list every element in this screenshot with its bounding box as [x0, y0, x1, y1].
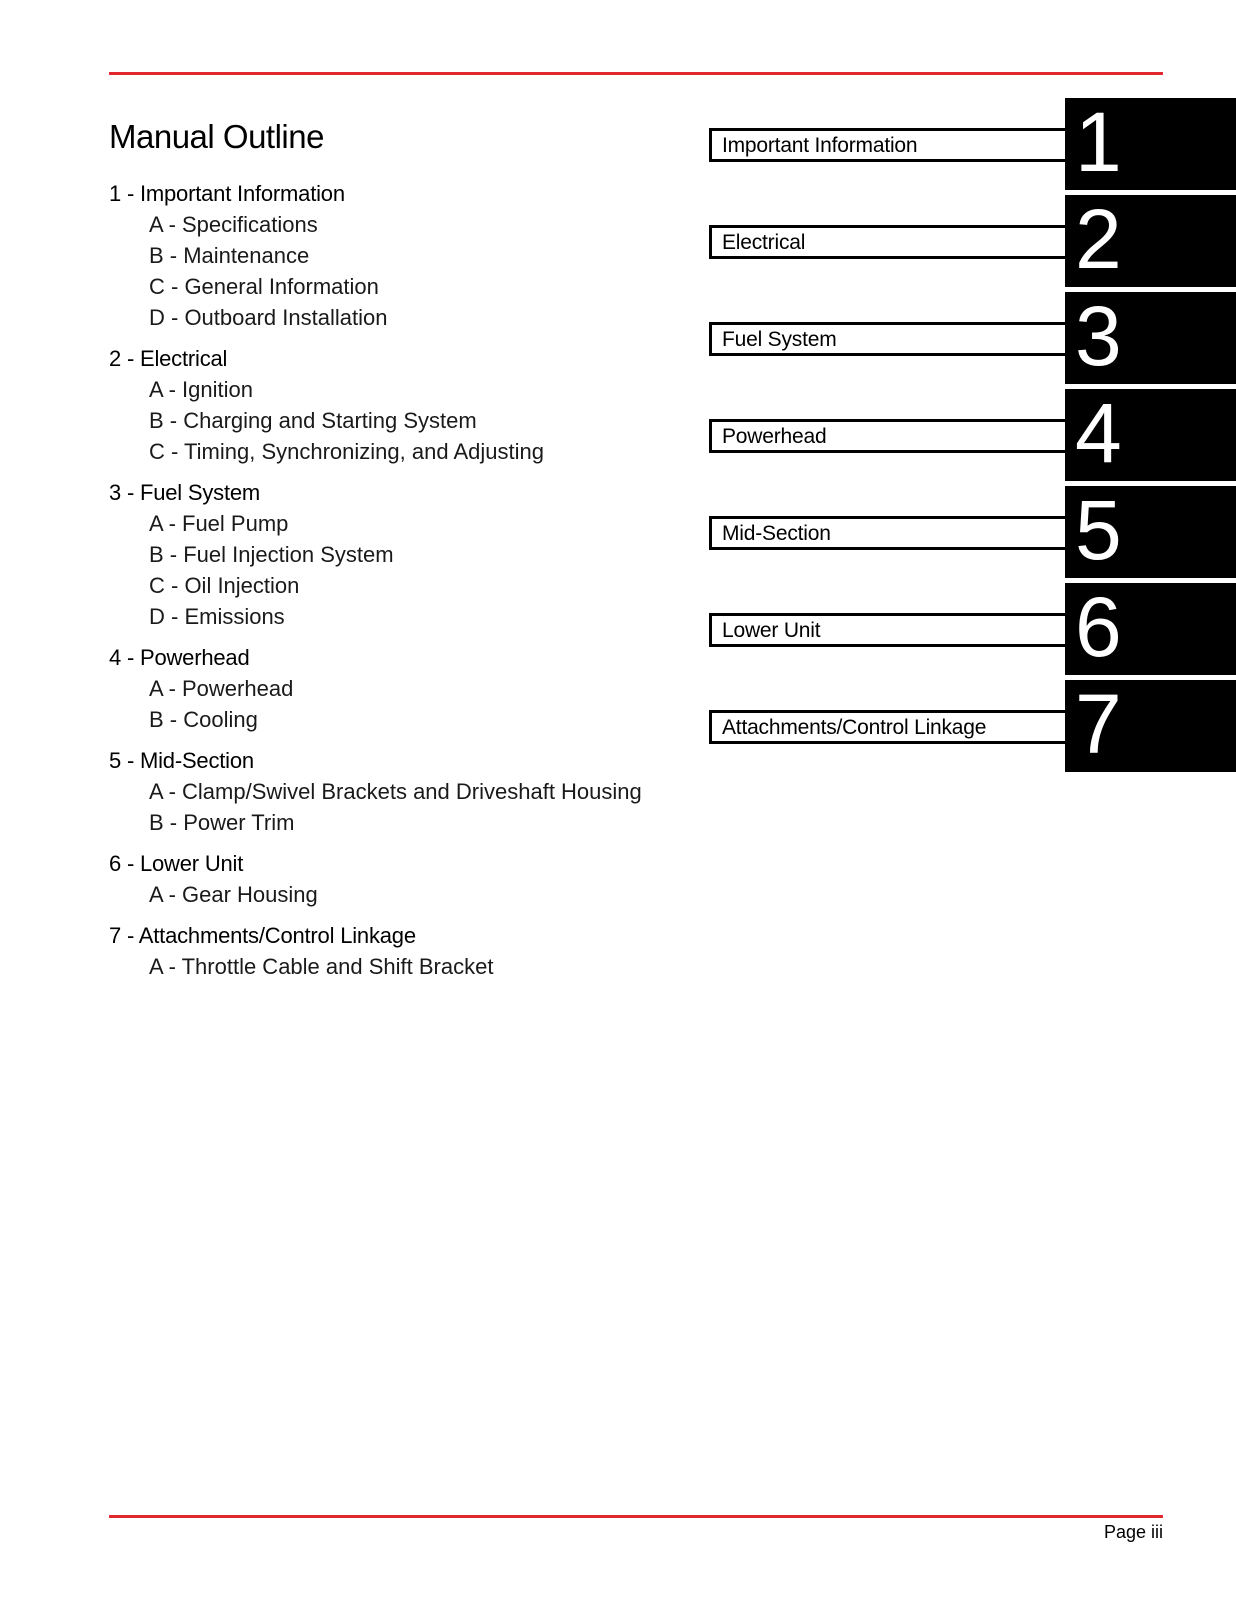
- outline-section-3: [109, 477, 689, 632]
- outline-section-5: [109, 745, 689, 838]
- tab-label: Mid-Section: [722, 522, 831, 545]
- tab-number: 7: [1075, 677, 1122, 771]
- section-heading[interactable]: 5 - Mid-Section: [109, 748, 254, 773]
- section-heading[interactable]: 7 - Attachments/Control Linkage: [109, 923, 416, 948]
- tab-number-block[interactable]: [1065, 483, 1236, 578]
- subsection-item[interactable]: D - Emissions: [149, 604, 285, 629]
- tab-electrical[interactable]: [709, 225, 1067, 259]
- subsection-item[interactable]: A - Gear Housing: [149, 882, 318, 907]
- section-heading[interactable]: 3 - Fuel System: [109, 480, 261, 505]
- subsection-item[interactable]: D - Outboard Installation: [149, 305, 388, 330]
- page-title: Manual Outline: [109, 118, 324, 156]
- tab-number: 5: [1075, 483, 1122, 577]
- subsection-item[interactable]: A - Throttle Cable and Shift Bracket: [149, 954, 494, 979]
- section-heading[interactable]: 6 - Lower Unit: [109, 851, 244, 876]
- page-number: Page iii: [1103, 1522, 1163, 1542]
- subsection-item[interactable]: C - Oil Injection: [149, 573, 300, 598]
- tab-label: Lower Unit: [722, 619, 821, 642]
- subsection-item[interactable]: A - Specifications: [149, 212, 318, 237]
- subsection-item[interactable]: B - Maintenance: [149, 243, 310, 268]
- outline-section-2: [109, 343, 689, 467]
- tab-number-block[interactable]: [1065, 580, 1236, 675]
- subsection-item[interactable]: B - Charging and Starting System: [149, 408, 477, 433]
- tab-label: Electrical: [722, 231, 806, 254]
- tab-number: 1: [1075, 95, 1122, 189]
- subsection-item[interactable]: B - Power Trim: [149, 810, 295, 835]
- tab-powerhead[interactable]: [709, 419, 1067, 453]
- tab-mid-section[interactable]: [709, 516, 1067, 550]
- tab-number-block[interactable]: [1065, 95, 1236, 190]
- tab-number: 3: [1075, 289, 1122, 383]
- tab-number: 4: [1075, 386, 1122, 480]
- tab-lower-unit[interactable]: [709, 613, 1067, 647]
- subsection-item[interactable]: A - Clamp/Swivel Brackets and Driveshaft Housing: [149, 779, 642, 804]
- tab-number-block[interactable]: [1065, 289, 1236, 384]
- tab-important-information[interactable]: [709, 128, 1067, 162]
- bottom-rule: [109, 1515, 1163, 1518]
- section-heading[interactable]: 1 - Important Information: [109, 181, 345, 206]
- outline-section-6: [109, 848, 689, 910]
- tab-attachments-control-linkage[interactable]: [709, 710, 1067, 744]
- subsection-item[interactable]: B - Cooling: [149, 707, 258, 732]
- subsection-item[interactable]: A - Fuel Pump: [149, 511, 289, 536]
- tab-number-block[interactable]: [1065, 386, 1236, 481]
- tab-number-block[interactable]: [1065, 192, 1236, 287]
- section-heading[interactable]: 4 - Powerhead: [109, 645, 250, 670]
- section-heading[interactable]: 2 - Electrical: [109, 346, 228, 371]
- tab-fuel-system[interactable]: [709, 322, 1067, 356]
- tab-label: Powerhead: [722, 425, 827, 448]
- subsection-item[interactable]: B - Fuel Injection System: [149, 542, 394, 567]
- outline-section-1: [109, 178, 689, 333]
- tab-number: 6: [1075, 580, 1122, 674]
- subsection-item[interactable]: C - General Information: [149, 274, 379, 299]
- outline-section-4: [109, 642, 689, 735]
- manual-outline: [109, 178, 689, 992]
- tab-label: Attachments/Control Linkage: [722, 716, 987, 739]
- subsection-item[interactable]: C - Timing, Synchronizing, and Adjusting: [149, 439, 544, 464]
- subsection-item[interactable]: A - Powerhead: [149, 676, 294, 701]
- tab-number-block[interactable]: [1065, 677, 1236, 772]
- subsection-item[interactable]: A - Ignition: [149, 377, 253, 402]
- top-rule: [109, 72, 1163, 75]
- tab-label: Important Information: [722, 134, 918, 157]
- outline-section-7: [109, 920, 689, 982]
- tab-number: 2: [1075, 192, 1122, 286]
- tab-label: Fuel System: [722, 328, 837, 351]
